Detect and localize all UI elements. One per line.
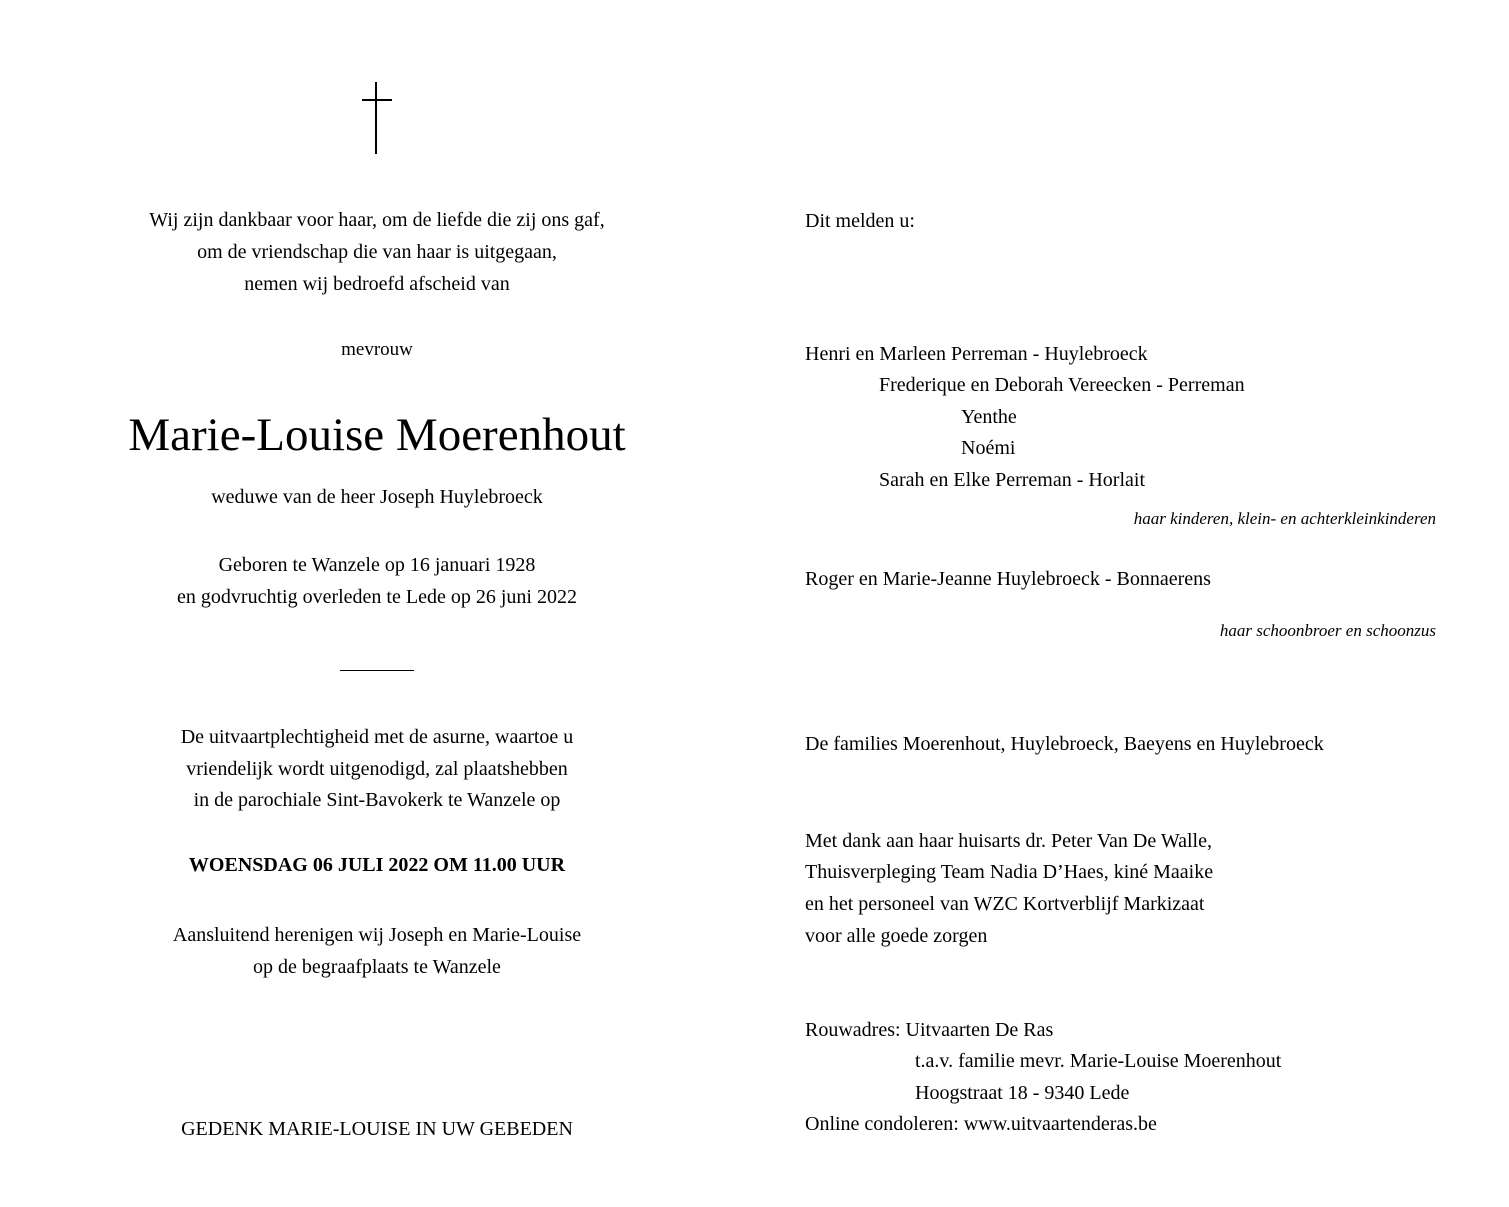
address-line: Rouwadres: Uitvaarten De Ras (805, 1019, 1054, 1041)
intro-line: Wij zijn dankbaar voor haar, om de liefde die zij ons gaf, (149, 209, 605, 231)
intro-line: nemen wij bedroefd afscheid van (244, 273, 510, 295)
ceremony-line: De uitvaartplechtigheid met de asurne, waartoe u (180, 726, 574, 748)
address-line: Hoogstraat 18 - 9340 Lede (915, 1082, 1130, 1104)
widow-line: weduwe van de heer Joseph Huylebroeck (211, 486, 543, 508)
family-member: Roger en Marie-Jeanne Huylebroeck - Bonnaerens (805, 568, 1211, 590)
family-member: Yenthe (961, 406, 1017, 428)
ceremony-line: vriendelijk wordt uitgenodigd, zal plaatshebben (186, 758, 568, 780)
family-member: Sarah en Elke Perreman - Horlait (879, 469, 1146, 491)
birth-line: Geboren te Wanzele op 16 januari 1928 (218, 554, 536, 576)
announcers-header: Dit melden u: (805, 210, 915, 232)
separator (340, 670, 414, 671)
family-member: Noémi (961, 437, 1016, 459)
ceremony-line: in de parochiale Sint-Bavokerk te Wanzele op (193, 789, 561, 811)
deceased-name: Marie-Louise Moerenhout (128, 409, 626, 461)
thanks-line: Thuisverpleging Team Nadia D’Haes, kiné Maaike (805, 861, 1214, 883)
condolence-line: Online condoleren: www.uitvaartenderas.be (805, 1113, 1157, 1135)
family-role: haar kinderen, klein- en achterkleinkinderen (1133, 509, 1436, 528)
families-line: De families Moerenhout, Huylebroeck, Baeyens en Huylebroeck (805, 733, 1324, 755)
family-role: haar schoonbroer en schoonzus (1219, 621, 1436, 640)
thanks-line: en het personeel van WZC Kortverblijf Markizaat (805, 893, 1205, 915)
thanks-line: voor alle goede zorgen (805, 925, 988, 947)
family-member: Frederique en Deborah Vereecken - Perreman (879, 374, 1245, 396)
death-line: en godvruchtig overleden te Lede op 26 juni 2022 (177, 586, 577, 608)
ceremony-date: WOENSDAG 06 JULI 2022 OM 11.00 UUR (188, 854, 566, 876)
family-member: Henri en Marleen Perreman - Huylebroeck (805, 343, 1148, 365)
honorific: mevrouw (341, 339, 413, 360)
thanks-line: Met dank aan haar huisarts dr. Peter Van De Walle, (805, 830, 1212, 852)
closing-line: GEDENK MARIE-LOUISE IN UW GEBEDEN (181, 1118, 573, 1140)
address-line: t.a.v. familie mevr. Marie-Louise Moerenhout (915, 1050, 1282, 1072)
intro-line: om de vriendschap die van haar is uitgegaan, (197, 241, 557, 263)
burial-line: op de begraafplaats te Wanzele (253, 956, 501, 978)
burial-line: Aansluitend herenigen wij Joseph en Marie-Louise (172, 924, 582, 946)
